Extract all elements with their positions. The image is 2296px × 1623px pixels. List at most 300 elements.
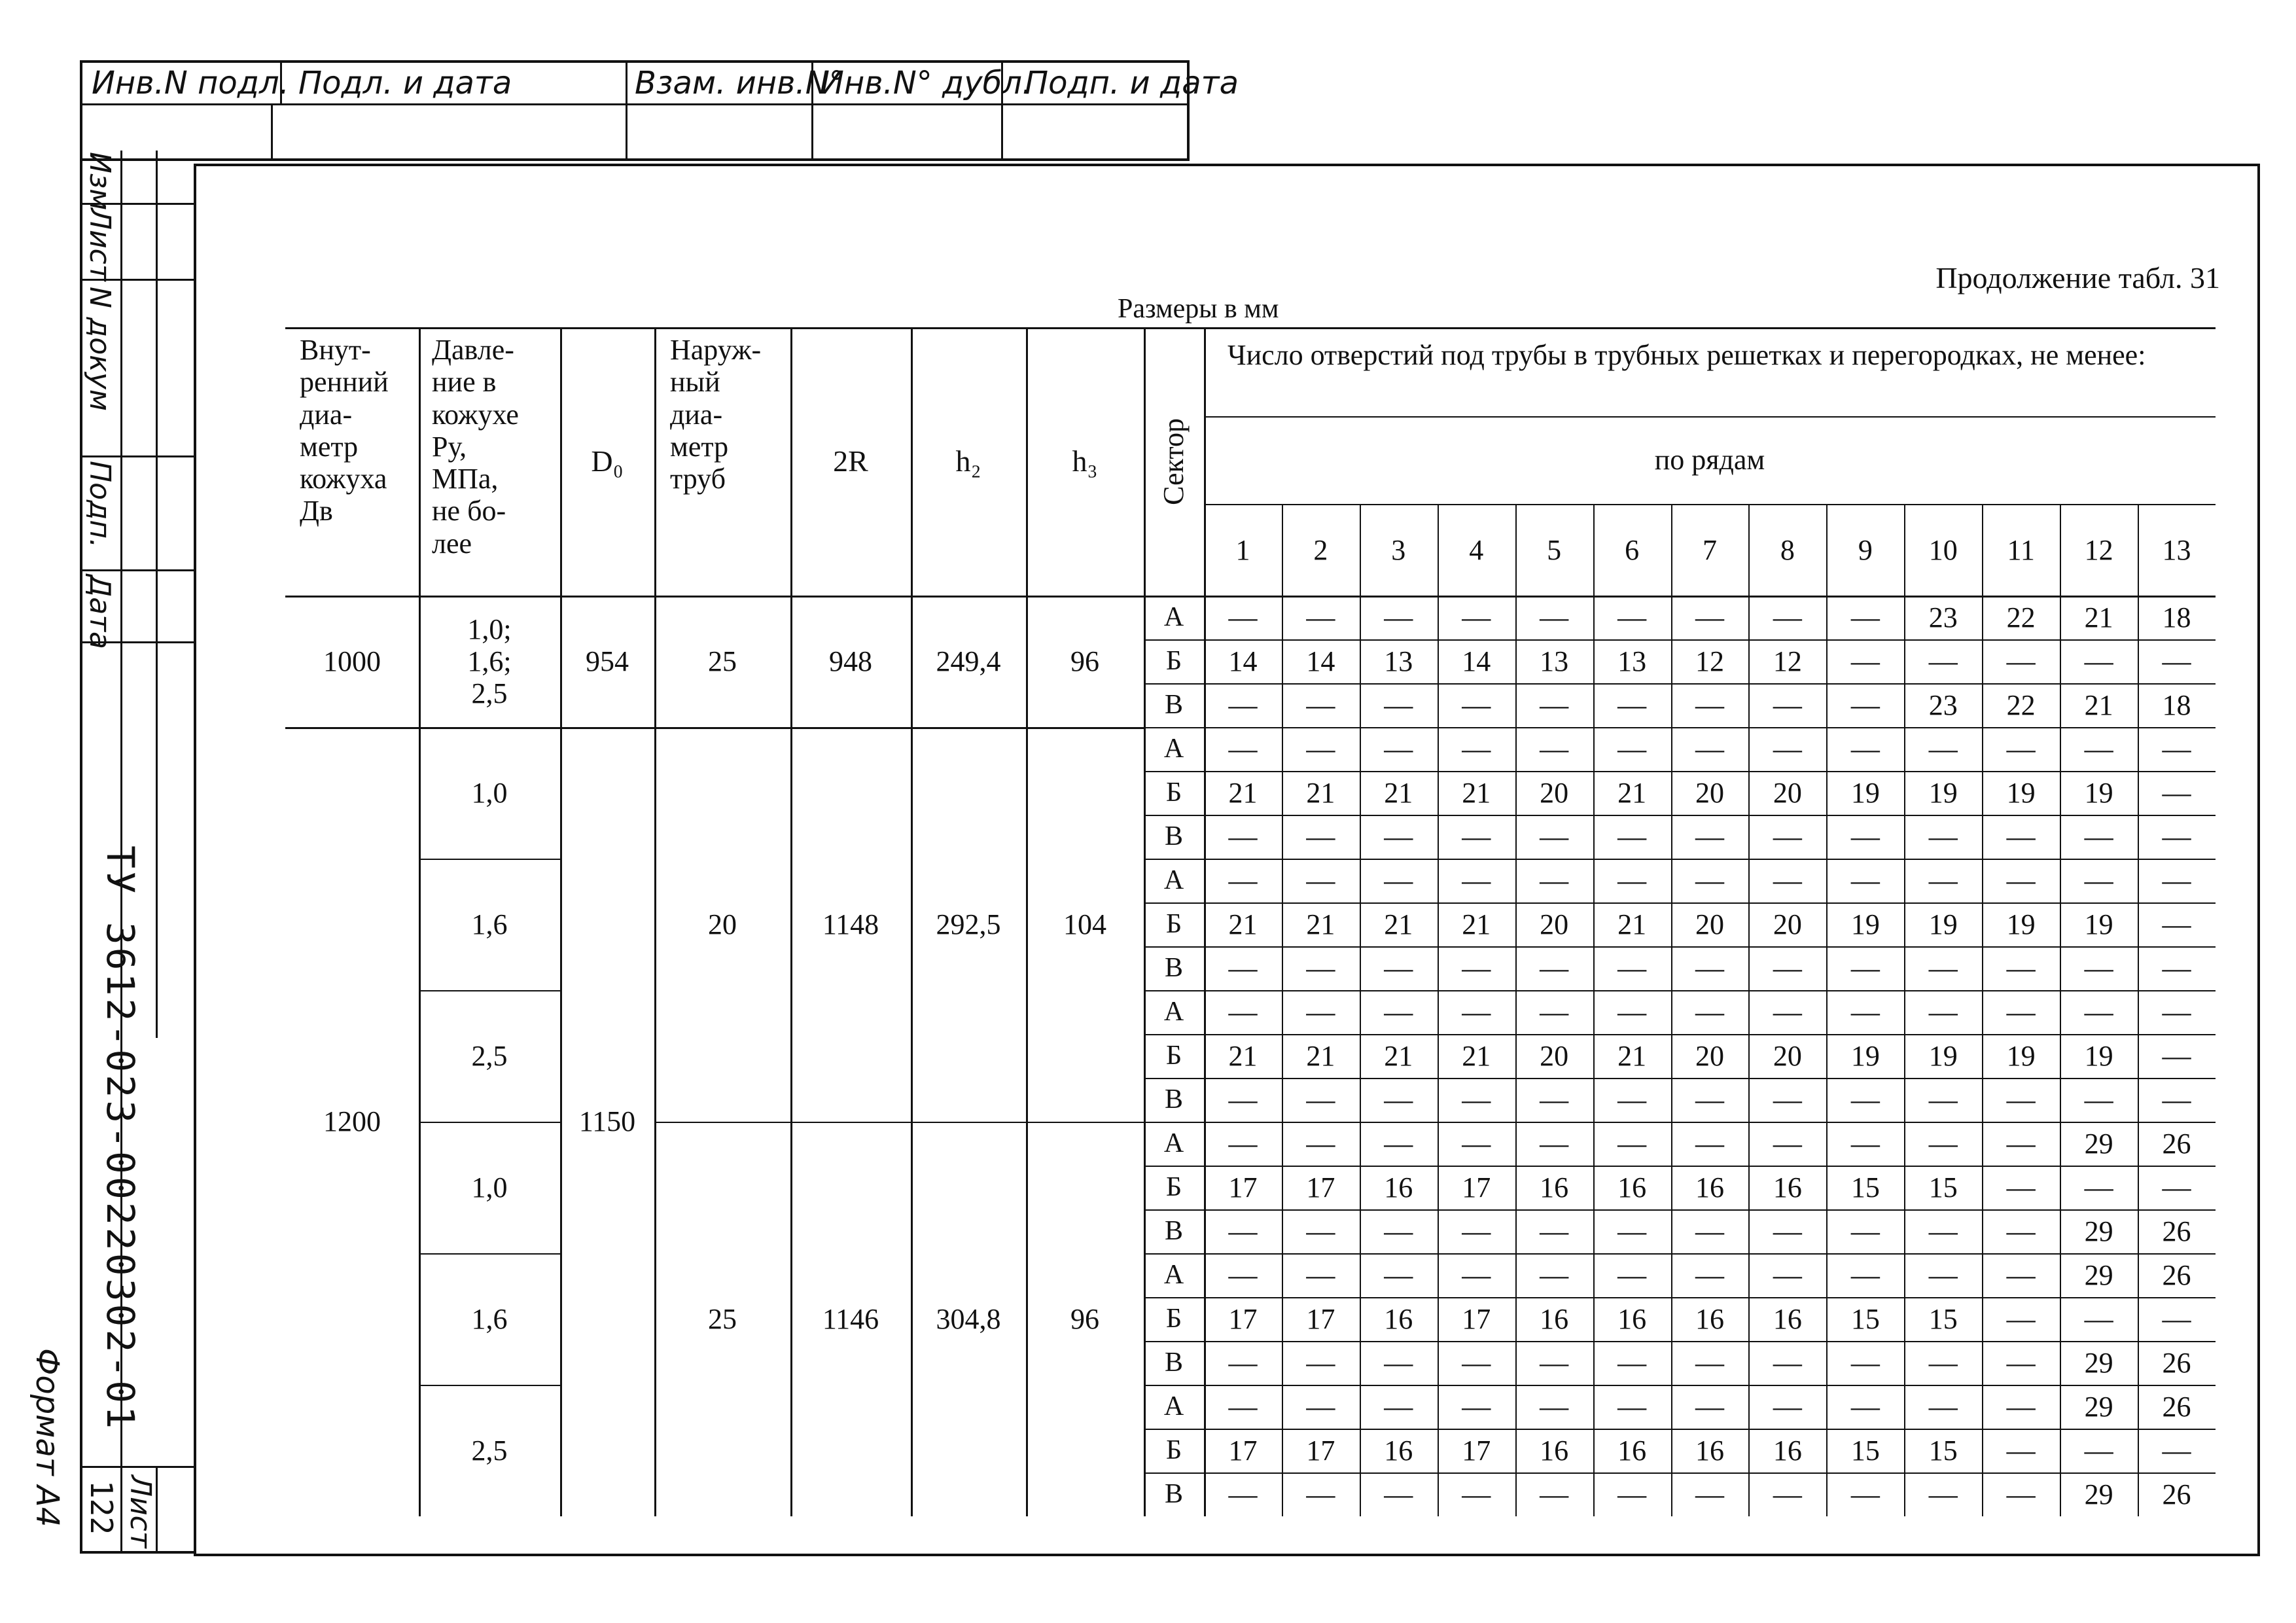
- hole-count-cell: —: [1928, 995, 1958, 1028]
- hole-count-cell: 12: [1773, 645, 1802, 677]
- pressure-cell: 1,6: [471, 1302, 508, 1335]
- hole-count-cell: —: [2006, 1390, 2036, 1423]
- hole-count-cell: 21: [1617, 1039, 1647, 1072]
- hole-count-cell: —: [1306, 601, 1335, 633]
- hole-count-cell: 20: [1773, 1039, 1802, 1072]
- header-2r: 2R: [833, 444, 868, 478]
- hole-count-cell: —: [1928, 1258, 1958, 1291]
- header-row-number: 7: [1702, 534, 1717, 567]
- hole-count-cell: —: [1928, 1215, 1958, 1247]
- hole-count-cell: —: [1928, 864, 1958, 897]
- r2-cell: 948: [829, 645, 872, 677]
- hole-count-cell: —: [1617, 1215, 1647, 1247]
- h3-cell: 104: [1063, 908, 1106, 940]
- hole-count-cell: 17: [1462, 1171, 1491, 1204]
- hole-count-cell: —: [1850, 1346, 1880, 1379]
- sector-cell: Б: [1165, 1040, 1182, 1071]
- hole-count-cell: —: [1540, 688, 1569, 721]
- hole-count-cell: 21: [1228, 908, 1258, 940]
- hole-count-cell: —: [1306, 1083, 1335, 1116]
- hole-count-cell: —: [1306, 1478, 1335, 1510]
- hole-count-cell: 21: [1462, 908, 1491, 940]
- hole-count-cell: 26: [2162, 1478, 2191, 1510]
- hole-count-cell: —: [1228, 732, 1258, 765]
- sector-cell: А: [1163, 865, 1184, 895]
- hole-count-cell: 16: [1695, 1302, 1724, 1335]
- hole-count-cell: —: [1773, 1346, 1802, 1379]
- hole-count-cell: 16: [1384, 1171, 1413, 1204]
- hole-count-cell: 26: [2162, 1258, 2191, 1291]
- hole-count-cell: —: [2006, 1302, 2036, 1335]
- hole-count-cell: —: [1773, 732, 1802, 765]
- hole-count-cell: —: [1462, 820, 1491, 853]
- hole-count-cell: —: [1928, 1083, 1958, 1116]
- header-row-number: 9: [1858, 534, 1873, 567]
- sector-cell: А: [1163, 1259, 1184, 1290]
- hole-count-cell: —: [1228, 688, 1258, 721]
- hole-count-cell: 15: [1850, 1434, 1880, 1467]
- sector-cell: В: [1164, 1347, 1183, 1378]
- format-label: Формат А4: [29, 1348, 65, 1527]
- stamp-izm: Изм: [83, 152, 116, 211]
- hole-count-cell: —: [1695, 995, 1724, 1028]
- hole-count-cell: —: [1462, 1258, 1491, 1291]
- hole-count-cell: —: [1384, 1127, 1413, 1160]
- hole-count-cell: —: [2006, 820, 2036, 853]
- hole-count-cell: 14: [1462, 645, 1491, 677]
- hole-count-cell: 21: [1462, 776, 1491, 809]
- hole-count-cell: —: [1850, 995, 1880, 1028]
- sector-cell: Б: [1165, 1303, 1182, 1334]
- hole-count-cell: 19: [1928, 908, 1958, 940]
- hole-count-cell: 19: [2084, 908, 2113, 940]
- hole-count-cell: 20: [1540, 776, 1569, 809]
- hole-count-cell: —: [1540, 1478, 1569, 1510]
- h2-cell: 304,8: [936, 1302, 1001, 1335]
- hole-count-cell: 20: [1773, 908, 1802, 940]
- sector-cell: А: [1163, 733, 1184, 764]
- hole-count-cell: —: [1228, 1346, 1258, 1379]
- hole-count-cell: —: [1695, 1390, 1724, 1423]
- hole-count-cell: —: [2162, 1171, 2191, 1204]
- hole-count-cell: —: [1462, 688, 1491, 721]
- hole-count-cell: 20: [1540, 908, 1569, 940]
- hole-count-cell: —: [2006, 1258, 2036, 1291]
- hole-count-cell: —: [1384, 1390, 1413, 1423]
- hole-count-cell: —: [2162, 908, 2191, 940]
- hole-count-cell: 21: [1384, 908, 1413, 940]
- hole-count-cell: —: [1306, 820, 1335, 853]
- stamp-hline: [82, 1466, 196, 1468]
- hole-count-cell: —: [1384, 952, 1413, 984]
- hole-count-cell: —: [1540, 1215, 1569, 1247]
- stamp-cell: [626, 103, 813, 158]
- hole-count-cell: —: [1228, 1390, 1258, 1423]
- stamp-podp: Подп.: [83, 461, 116, 548]
- stamp-podp-data-2: Подп. и дата: [1025, 65, 1239, 101]
- hole-count-cell: —: [2084, 864, 2113, 897]
- hole-count-cell: —: [1695, 864, 1724, 897]
- h3-cell: 96: [1070, 1302, 1099, 1335]
- stamp-hline: [82, 569, 196, 571]
- hole-count-cell: —: [1850, 601, 1880, 633]
- header-row-number: 1: [1235, 534, 1250, 567]
- hole-count-cell: —: [1695, 601, 1724, 633]
- hole-count-cell: 19: [2006, 1039, 2036, 1072]
- sector-cell: Б: [1165, 908, 1182, 939]
- hole-count-cell: —: [1773, 688, 1802, 721]
- hole-count-cell: —: [1617, 688, 1647, 721]
- hole-count-cell: —: [1695, 1083, 1724, 1116]
- hole-count-cell: —: [1617, 864, 1647, 897]
- hole-count-cell: 26: [2162, 1390, 2191, 1423]
- hole-count-cell: —: [1384, 1478, 1413, 1510]
- hole-count-cell: 16: [1617, 1302, 1647, 1335]
- hole-count-cell: —: [1850, 732, 1880, 765]
- hole-count-cell: —: [1928, 1346, 1958, 1379]
- hole-count-cell: —: [1617, 1127, 1647, 1160]
- hole-count-cell: —: [1617, 1346, 1647, 1379]
- hole-count-cell: —: [2162, 1039, 2191, 1072]
- hole-count-cell: 17: [1306, 1302, 1335, 1335]
- hole-count-cell: —: [1384, 820, 1413, 853]
- hole-count-cell: —: [1540, 1127, 1569, 1160]
- hole-count-cell: —: [1928, 820, 1958, 853]
- hole-count-cell: —: [2006, 1478, 2036, 1510]
- hole-count-cell: 20: [1773, 776, 1802, 809]
- sector-cell: В: [1164, 1478, 1183, 1509]
- header-holes-title: Число отверстий под трубы в трубных решетках и перегородках, не менее:: [1227, 339, 2146, 371]
- hole-count-cell: —: [1384, 995, 1413, 1028]
- header-row-number: 10: [1928, 534, 1958, 567]
- hole-count-cell: 20: [1695, 1039, 1724, 1072]
- hole-count-cell: —: [1462, 1127, 1491, 1160]
- hole-count-cell: —: [1695, 820, 1724, 853]
- approval-stamp: [80, 60, 1239, 161]
- sector-cell: А: [1163, 1128, 1184, 1158]
- hole-count-cell: 21: [1228, 776, 1258, 809]
- hole-count-cell: —: [1540, 1346, 1569, 1379]
- hole-count-cell: —: [1850, 688, 1880, 721]
- hole-count-cell: 21: [2084, 601, 2113, 633]
- document-code: ТУ 3612-023-00220302-01: [98, 846, 143, 1432]
- hole-count-cell: 16: [1773, 1302, 1802, 1335]
- table-continuation: Продолжение табл. 31: [1935, 261, 2220, 294]
- hole-count-cell: 20: [1695, 908, 1724, 940]
- sheet-label: Лист: [124, 1475, 157, 1548]
- hole-count-cell: 29: [2084, 1258, 2113, 1291]
- hole-count-cell: —: [1928, 1390, 1958, 1423]
- hole-count-cell: —: [1306, 1390, 1335, 1423]
- hole-count-cell: 15: [1928, 1434, 1958, 1467]
- hole-count-cell: —: [1384, 1258, 1413, 1291]
- hole-count-cell: 19: [1850, 776, 1880, 809]
- hole-count-cell: —: [1850, 864, 1880, 897]
- hole-count-cell: —: [1462, 1083, 1491, 1116]
- r2-cell: 1146: [822, 1302, 879, 1335]
- hole-count-cell: —: [1850, 1478, 1880, 1510]
- hole-count-cell: —: [1306, 995, 1335, 1028]
- header-row-number: 11: [2007, 534, 2035, 567]
- hole-count-cell: —: [1850, 1258, 1880, 1291]
- header-inner-diameter: Внут- ренний диа- метр кожуха Дв: [300, 334, 389, 527]
- hole-count-cell: —: [1228, 995, 1258, 1028]
- hole-count-cell: —: [1384, 864, 1413, 897]
- hole-count-cell: 21: [1384, 776, 1413, 809]
- hole-count-cell: —: [1384, 1083, 1413, 1116]
- hole-count-cell: 19: [1928, 776, 1958, 809]
- hole-count-cell: 19: [1850, 1039, 1880, 1072]
- hole-count-cell: —: [2006, 1083, 2036, 1116]
- hole-count-cell: —: [1540, 995, 1569, 1028]
- hole-count-cell: —: [2084, 732, 2113, 765]
- hole-count-cell: —: [1462, 1390, 1491, 1423]
- stamp-inv-podl: Инв.N подл.: [82, 63, 282, 103]
- hole-count-cell: —: [1462, 1346, 1491, 1379]
- hole-count-cell: 18: [2162, 601, 2191, 633]
- h2-cell: 292,5: [936, 908, 1001, 940]
- hole-count-cell: 16: [1695, 1434, 1724, 1467]
- hole-count-cell: —: [2006, 995, 2036, 1028]
- hole-count-cell: —: [2006, 1346, 2036, 1379]
- hole-count-cell: —: [1850, 1083, 1880, 1116]
- hole-count-cell: —: [1540, 952, 1569, 984]
- inner-diameter-cell: 1000: [323, 645, 381, 677]
- sector-cell: А: [1163, 1391, 1184, 1421]
- hole-count-cell: 21: [1617, 776, 1647, 809]
- inner-diameter-cell: 1200: [323, 1105, 381, 1138]
- hole-count-cell: —: [1928, 645, 1958, 677]
- sheet-number: 122: [84, 1480, 119, 1535]
- hole-count-cell: —: [2162, 776, 2191, 809]
- hole-count-cell: —: [2084, 1302, 2113, 1335]
- hole-count-cell: —: [1617, 601, 1647, 633]
- stamp-data: Дата: [83, 575, 116, 649]
- header-row-number: 2: [1313, 534, 1328, 567]
- hole-count-cell: —: [1384, 1215, 1413, 1247]
- hole-count-cell: 17: [1306, 1434, 1335, 1467]
- header-h3: h₃: [1072, 444, 1098, 478]
- stamp-vzam-inv: Взам. инв.N°: [626, 63, 813, 103]
- hole-count-cell: —: [2006, 1127, 2036, 1160]
- hole-count-cell: —: [1228, 601, 1258, 633]
- hole-count-cell: —: [1850, 1390, 1880, 1423]
- hole-count-cell: —: [1384, 601, 1413, 633]
- hole-count-cell: 23: [1928, 601, 1958, 633]
- units-note: Размеры в мм: [1118, 294, 1279, 324]
- outer-diameter-cell: 25: [708, 645, 737, 677]
- hole-count-cell: —: [1695, 1346, 1724, 1379]
- hole-count-cell: —: [1617, 1258, 1647, 1291]
- hole-count-cell: —: [1540, 1390, 1569, 1423]
- hole-count-cell: —: [2162, 1302, 2191, 1335]
- hole-count-cell: —: [1850, 645, 1880, 677]
- hole-count-cell: 29: [2084, 1390, 2113, 1423]
- hole-count-cell: —: [1462, 1478, 1491, 1510]
- hole-count-cell: —: [1462, 995, 1491, 1028]
- hole-count-cell: —: [1228, 1083, 1258, 1116]
- hole-count-cell: —: [1228, 952, 1258, 984]
- hole-count-cell: —: [1540, 601, 1569, 633]
- hole-count-cell: —: [1850, 820, 1880, 853]
- header-h2: h₂: [955, 444, 981, 478]
- sector-cell: А: [1163, 996, 1184, 1027]
- hole-count-cell: —: [1462, 732, 1491, 765]
- hole-count-cell: —: [1617, 1478, 1647, 1510]
- hole-count-cell: —: [1384, 1346, 1413, 1379]
- hole-count-cell: —: [1773, 1478, 1802, 1510]
- pressure-cell: 1,0; 1,6; 2,5: [467, 613, 512, 710]
- hole-count-cell: —: [1228, 1215, 1258, 1247]
- stamp-hline: [82, 455, 196, 457]
- hole-count-cell: —: [2162, 1083, 2191, 1116]
- hole-count-cell: 26: [2162, 1127, 2191, 1160]
- hole-count-cell: 19: [2006, 908, 2036, 940]
- hole-count-cell: 29: [2084, 1127, 2113, 1160]
- hole-count-cell: —: [1773, 820, 1802, 853]
- hole-count-cell: —: [1695, 1478, 1724, 1510]
- hole-count-cell: 19: [1928, 1039, 1958, 1072]
- hole-count-cell: —: [1462, 1215, 1491, 1247]
- hole-count-cell: —: [1228, 1127, 1258, 1160]
- header-row-number: 12: [2084, 534, 2113, 567]
- d0-cell: 954: [586, 645, 629, 677]
- hole-count-cell: —: [1617, 952, 1647, 984]
- hole-count-cell: 22: [2006, 688, 2036, 721]
- hole-count-cell: —: [1850, 1215, 1880, 1247]
- hole-count-cell: —: [1928, 1478, 1958, 1510]
- hole-count-cell: —: [1773, 995, 1802, 1028]
- hole-count-cell: —: [2084, 820, 2113, 853]
- hole-count-cell: —: [1228, 864, 1258, 897]
- hole-count-cell: —: [1850, 952, 1880, 984]
- hole-count-cell: 26: [2162, 1346, 2191, 1379]
- hole-count-cell: —: [2084, 1083, 2113, 1116]
- hole-count-cell: —: [1773, 1258, 1802, 1291]
- hole-count-cell: —: [2162, 820, 2191, 853]
- hole-count-cell: —: [2162, 732, 2191, 765]
- hole-count-cell: 22: [2006, 601, 2036, 633]
- hole-count-cell: —: [2006, 1434, 2036, 1467]
- hole-count-cell: 26: [2162, 1215, 2191, 1247]
- hole-count-cell: 16: [1773, 1434, 1802, 1467]
- hole-count-cell: 21: [1617, 908, 1647, 940]
- hole-count-cell: 16: [1617, 1171, 1647, 1204]
- hole-count-cell: 13: [1617, 645, 1647, 677]
- hole-count-cell: —: [1462, 952, 1491, 984]
- hole-count-cell: —: [1695, 952, 1724, 984]
- header-sector-label: Сектор: [1157, 418, 1190, 505]
- header-outer-diameter: Наруж- ный диа- метр труб: [670, 334, 762, 495]
- sector-cell: Б: [1165, 1435, 1182, 1465]
- hole-count-cell: —: [1540, 1083, 1569, 1116]
- hole-count-cell: 17: [1306, 1171, 1335, 1204]
- pressure-cell: 1,0: [471, 776, 508, 809]
- hole-count-cell: 19: [2006, 776, 2036, 809]
- hole-count-cell: 17: [1228, 1171, 1258, 1204]
- header-pressure: Давле- ние в кожухе Ру, МПа, не бо- лее: [432, 334, 519, 560]
- pressure-cell: 2,5: [471, 1434, 508, 1467]
- hole-count-cell: —: [2162, 645, 2191, 677]
- header-sector: [1144, 327, 1204, 596]
- hole-count-cell: —: [2084, 1171, 2113, 1204]
- hole-count-cell: —: [1773, 601, 1802, 633]
- hole-count-cell: —: [1540, 732, 1569, 765]
- hole-count-cell: 15: [1928, 1171, 1958, 1204]
- hole-count-cell: —: [2084, 952, 2113, 984]
- hole-count-cell: —: [2084, 995, 2113, 1028]
- hole-count-cell: 13: [1540, 645, 1569, 677]
- hole-count-cell: 15: [1850, 1171, 1880, 1204]
- hole-count-cell: —: [1695, 732, 1724, 765]
- hole-count-cell: —: [1228, 820, 1258, 853]
- hole-count-cell: 21: [1306, 776, 1335, 809]
- hole-count-cell: —: [2162, 1434, 2191, 1467]
- hole-count-cell: 19: [1850, 908, 1880, 940]
- hole-count-cell: —: [1617, 1083, 1647, 1116]
- hole-count-cell: —: [1773, 1215, 1802, 1247]
- sector-cell: Б: [1165, 1171, 1182, 1202]
- hole-count-cell: —: [2006, 645, 2036, 677]
- r2-cell: 1148: [822, 908, 879, 940]
- header-row-number: 5: [1547, 534, 1562, 567]
- hole-count-cell: —: [2084, 1434, 2113, 1467]
- hole-count-cell: 16: [1695, 1171, 1724, 1204]
- header-row-number: 6: [1625, 534, 1640, 567]
- outer-diameter-cell: 25: [708, 1302, 737, 1335]
- header-row-number: 3: [1391, 534, 1406, 567]
- hole-count-cell: —: [2006, 1215, 2036, 1247]
- hole-count-cell: —: [1228, 1478, 1258, 1510]
- hole-count-cell: 29: [2084, 1215, 2113, 1247]
- hole-count-cell: —: [1384, 688, 1413, 721]
- hole-count-cell: —: [1540, 820, 1569, 853]
- hole-count-cell: 21: [2084, 688, 2113, 721]
- hole-count-cell: —: [1384, 732, 1413, 765]
- header-row-number: 13: [2162, 534, 2191, 567]
- hole-count-cell: —: [2006, 732, 2036, 765]
- pressure-cell: 1,0: [471, 1171, 508, 1204]
- hole-count-cell: —: [2162, 952, 2191, 984]
- pressure-cell: 2,5: [471, 1039, 508, 1072]
- hole-count-cell: —: [1695, 1258, 1724, 1291]
- sector-cell: В: [1164, 952, 1183, 983]
- hole-count-cell: —: [1306, 688, 1335, 721]
- sector-cell: В: [1164, 1215, 1183, 1246]
- hole-count-cell: —: [1462, 601, 1491, 633]
- hole-count-cell: —: [1306, 1215, 1335, 1247]
- hole-count-cell: 13: [1384, 645, 1413, 677]
- hole-count-cell: —: [1773, 1127, 1802, 1160]
- d0-cell: 1150: [578, 1105, 636, 1138]
- hole-count-cell: 21: [1306, 1039, 1335, 1072]
- header-row-number: 4: [1469, 534, 1484, 567]
- hole-count-cell: 12: [1695, 645, 1724, 677]
- hole-count-cell: 21: [1306, 908, 1335, 940]
- stamp-n-dokum: N докум: [83, 287, 116, 412]
- hole-count-cell: —: [1617, 1390, 1647, 1423]
- hole-count-cell: —: [2162, 864, 2191, 897]
- hole-count-cell: 17: [1462, 1302, 1491, 1335]
- hole-count-cell: 16: [1384, 1434, 1413, 1467]
- hole-count-cell: —: [1850, 1127, 1880, 1160]
- hole-count-cell: —: [1540, 864, 1569, 897]
- h2-cell: 249,4: [936, 645, 1001, 677]
- hole-count-cell: 29: [2084, 1346, 2113, 1379]
- pressure-cell: 1,6: [471, 908, 508, 940]
- sector-cell: А: [1163, 601, 1184, 632]
- hole-count-cell: —: [2006, 864, 2036, 897]
